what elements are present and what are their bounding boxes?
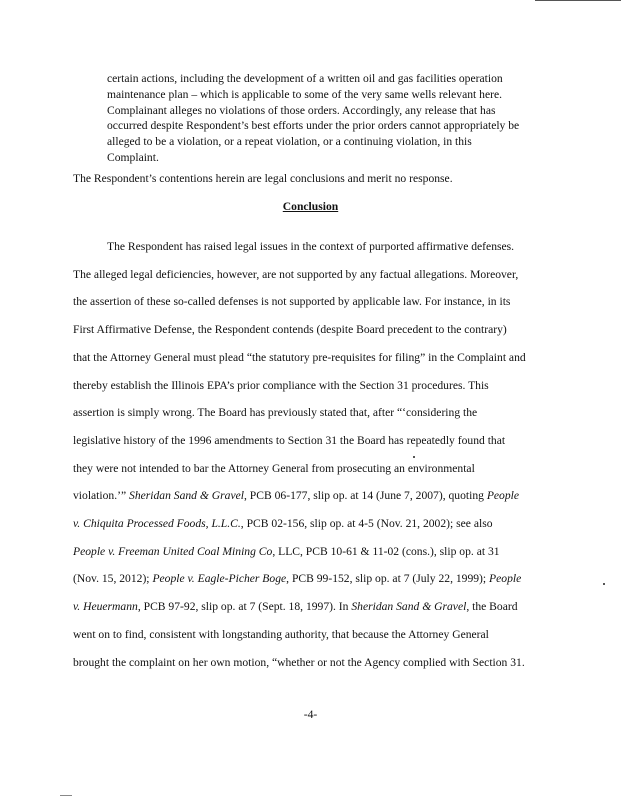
quote-line: certain actions, including the development of a written oil and gas facilities operation — [107, 72, 503, 85]
body-line — [73, 565, 548, 593]
response-paragraph: The Respondent’s contentions herein are legal conclusions and merit no response. — [73, 172, 453, 185]
body-line — [73, 482, 548, 510]
body-line: First Affirmative Defense, the Respondent contends (despite Board precedent to the contrary) — [73, 323, 507, 337]
body-line: they were not intended to bar the Attorney General from prosecuting an environmental — [73, 461, 475, 475]
body-text-run: , PCB 99-152, slip op. at 7 (July 22, 1999); — [286, 572, 490, 586]
body-line: thereby establish the Illinois EPA’s prior compliance with the Section 31 procedures. This — [73, 378, 489, 392]
body-line: brought the complaint on her own motion, “whether or not the Agency complied with Section 31. — [73, 655, 525, 669]
body-line — [73, 538, 548, 566]
body-line: went on to find, consistent with longstanding authority, that because the Attorney General — [73, 627, 489, 641]
scan-mark-bottom — [60, 795, 72, 796]
body-text-run: , PCB 06-177, slip op. at 14 (June 7, 2007), quoting — [244, 489, 487, 503]
quote-line: Complaint. — [107, 150, 159, 164]
case-citation: v. Heuermann — [73, 600, 138, 614]
body-line: that the Attorney General must plead “the statutory pre-requisites for filing” in the Complaint and — [73, 350, 526, 364]
quote-line: maintenance plan – which is applicable to some of the very same wells relevant here. — [107, 87, 503, 101]
body-text-run: violation.’” — [73, 489, 130, 503]
section-heading: Conclusion — [282, 200, 339, 213]
body-line: The Respondent has raised legal issues in the context of purported affirmative defenses. — [107, 240, 515, 253]
body-line — [73, 510, 548, 538]
body-line: the assertion of these so-called defenses is not supported by applicable law. For instance, in its — [73, 295, 511, 309]
case-citation: Sheridan Sand & Gravel — [351, 600, 467, 614]
case-citation: People v. Freeman United Coal Mining Co — [73, 544, 273, 558]
case-citation: People v. Eagle-Picher Boge — [152, 572, 287, 586]
case-citation: v. Chiquita Processed Foods, L.L.C. — [73, 517, 241, 531]
body-line — [73, 593, 548, 621]
body-line: assertion is simply wrong. The Board has previously stated that, after “‘considering the — [73, 406, 478, 420]
scan-mark-top — [535, 0, 621, 1]
quote-line: alleged to be a violation, or a repeat violation, or a continuing violation, in this — [107, 135, 472, 149]
block-quote — [107, 71, 545, 166]
quote-line: Complainant alleges no violations of those orders. Accordingly, any release that has — [107, 103, 496, 117]
body-text-run: , the Board — [466, 600, 518, 614]
scan-speck — [603, 583, 605, 585]
body-line: The alleged legal deficiencies, however, are not supported by any factual allegations. Moreover, — [73, 267, 519, 281]
body-text-run: (Nov. 15, 2012); — [73, 572, 153, 586]
body-text-run: , PCB 97-92, slip op. at 7 (Sept. 18, 1997). In — [137, 600, 352, 614]
quote-line: occurred despite Respondent’s best efforts under the prior orders cannot appropriately be — [107, 119, 520, 133]
case-citation: People — [489, 572, 522, 586]
case-citation: Sheridan Sand & Gravel — [129, 489, 244, 503]
body-line: legislative history of the 1996 amendments to Section 31 the Board has repeatedly found that — [73, 433, 506, 447]
case-citation: People — [486, 489, 520, 503]
body-text-run: , PCB 02-156, slip op. at 4-5 (Nov. 21, 2002); see also — [240, 517, 493, 531]
body-text-run: , LLC, PCB 10-61 & 11-02 (cons.), slip op. at 31 — [272, 544, 500, 558]
body-text — [73, 233, 548, 676]
page-number: -4- — [303, 708, 318, 721]
